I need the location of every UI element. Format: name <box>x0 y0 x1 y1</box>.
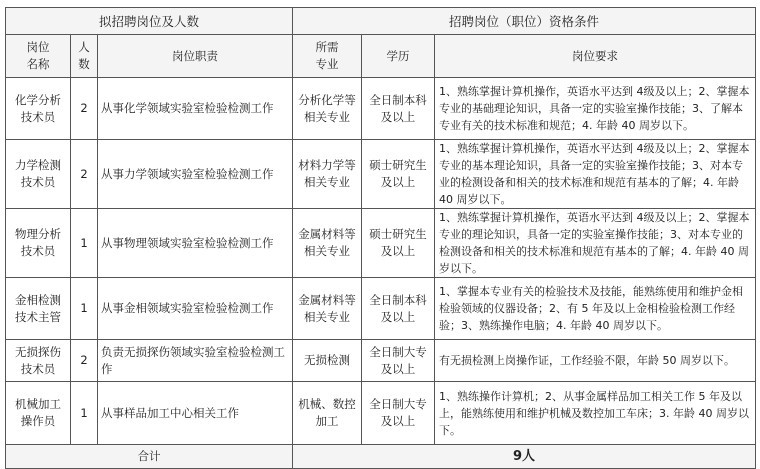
major-cell: 机械、数控 加工 <box>293 382 362 445</box>
education-cell: 全日制大专 及以上 <box>362 382 435 445</box>
col-header-duty: 岗位职责 <box>98 35 293 78</box>
total-label: 合计 <box>6 445 293 469</box>
requirement-cell: 1、掌握本专业有关的检验技术及技能，能熟练使用和维护金相检验领域的仪器设备；2、有 5 年及以上金相检验检测工作经验；3、熟练操作电脑；4. 年龄 40 周岁以下。 <box>435 278 756 340</box>
duty-cell: 从事物理领域实验室检验检测工作 <box>98 209 293 278</box>
major-cell: 无损检测 <box>293 340 362 382</box>
count-cell: 1 <box>71 209 98 278</box>
col-header-post-name: 岗位 名称 <box>6 35 71 78</box>
table-row <box>6 140 756 209</box>
duty-cell: 从事力学领域实验室检验检测工作 <box>98 140 293 209</box>
duty-cell: 从事样品加工中心相关工作 <box>98 382 293 445</box>
requirement-cell: 有无损检测上岗操作证，工作经验不限，年龄 50 周岁以下。 <box>435 340 756 382</box>
requirement-cell: 1、熟练掌握计算机操作，英语水平达到 4级及以上；2、掌握本专业的理论知识，具备一定的实验室操作技能；3、对本专业的检测设备和相关的技术标准和规范有基本的了解；4. 年龄 40 周岁以下。 <box>435 209 756 278</box>
duty-cell: 负责无损探伤领域实验室检验检测工作 <box>98 340 293 382</box>
count-cell: 2 <box>71 340 98 382</box>
post-name-cell: 金相检测 技术主管 <box>6 278 71 340</box>
post-name-cell: 机械加工 操作员 <box>6 382 71 445</box>
count-cell: 2 <box>71 140 98 209</box>
requirement-cell: 1、熟练掌握计算机操作，英语水平达到 4级及以上；2、掌握本专业的基本理论知识，具备一定的实验室操作技能；3、对本专业的检测设备和相关的技术标准和规范有基本的了解；4. 年龄 40 周岁以下。 <box>435 140 756 209</box>
table-row <box>6 78 756 140</box>
post-name-cell: 物理分析 技术员 <box>6 209 71 278</box>
table-row <box>6 209 756 278</box>
requirement-cell: 1、熟练操作计算机；2、从事金属样品加工相关工作 5 年及以上，能熟练使用和维护机械及数控加工车床；3. 年龄 40 周岁以下。 <box>435 382 756 445</box>
left-group-header: 拟招聘岗位及人数 <box>6 8 293 35</box>
recruitment-table <box>5 7 756 469</box>
requirement-cell: 1、熟练掌握计算机操作，英语水平达到 4级及以上；2、掌握本专业的基础理论知识，具备一定的实验室操作技能；3、了解本专业有关的技术标准和规范；4. 年龄 40 周岁以下。 <box>435 78 756 140</box>
table-row <box>6 278 756 340</box>
post-name-cell: 力学检测 技术员 <box>6 140 71 209</box>
table-row <box>6 382 756 445</box>
major-cell: 金属材料等 相关专业 <box>293 209 362 278</box>
col-header-major: 所需 专业 <box>293 35 362 78</box>
education-cell: 全日制大专 及以上 <box>362 340 435 382</box>
total-row <box>6 445 756 469</box>
count-cell: 1 <box>71 382 98 445</box>
major-cell: 材料力学等 相关专业 <box>293 140 362 209</box>
count-cell: 1 <box>71 278 98 340</box>
right-group-header: 招聘岗位（职位）资格条件 <box>293 8 756 35</box>
total-value: 9人 <box>293 445 756 469</box>
education-cell: 全日制本科 及以上 <box>362 278 435 340</box>
col-header-education: 学历 <box>362 35 435 78</box>
education-cell: 硕士研究生 及以上 <box>362 140 435 209</box>
post-name-cell: 无损探伤 技术员 <box>6 340 71 382</box>
column-header-row <box>6 35 756 78</box>
col-header-requirement: 岗位要求 <box>435 35 756 78</box>
post-name-cell: 化学分析 技术员 <box>6 78 71 140</box>
major-cell: 分析化学等 相关专业 <box>293 78 362 140</box>
group-header-row <box>6 8 756 35</box>
col-header-count: 人 数 <box>71 35 98 78</box>
table-row <box>6 340 756 382</box>
duty-cell: 从事金相领域实验室检验检测工作 <box>98 278 293 340</box>
major-cell: 金属材料等 相关专业 <box>293 278 362 340</box>
duty-cell: 从事化学领域实验室检验检测工作 <box>98 78 293 140</box>
count-cell: 2 <box>71 78 98 140</box>
education-cell: 硕士研究生 及以上 <box>362 209 435 278</box>
education-cell: 全日制本科 及以上 <box>362 78 435 140</box>
